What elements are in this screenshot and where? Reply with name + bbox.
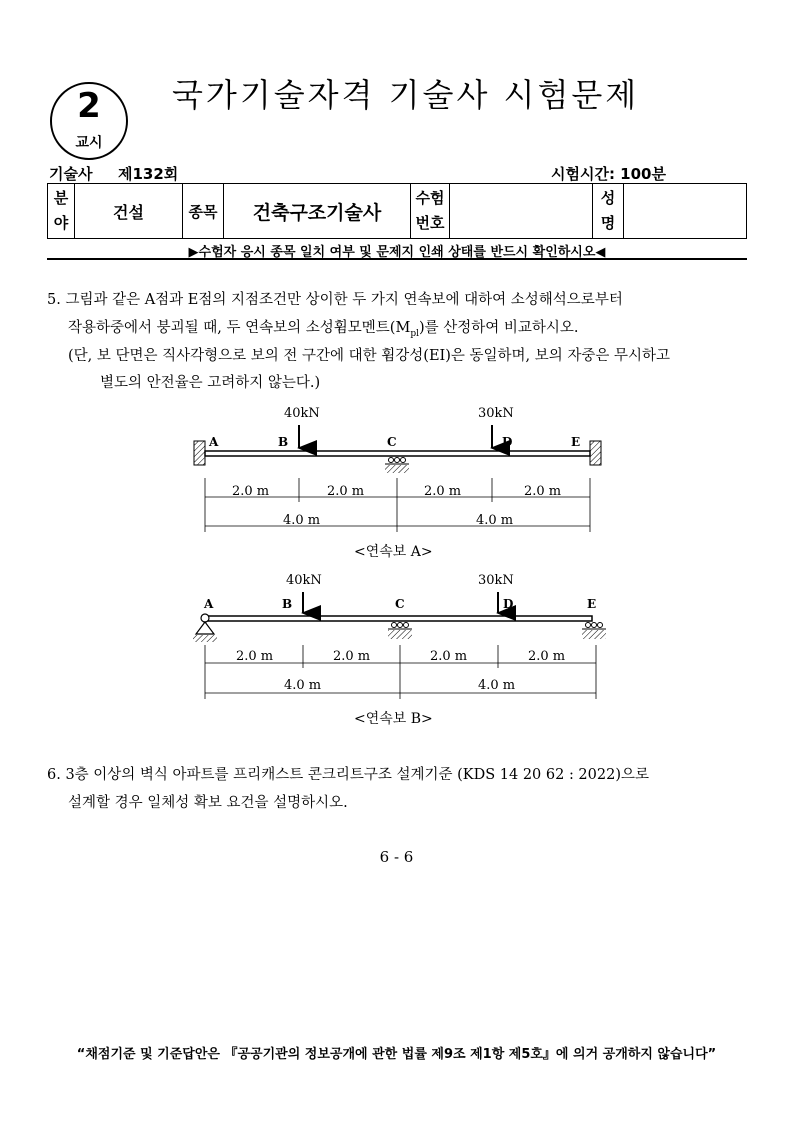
- exam-title: 국가기술자격 기술사 시험문제: [172, 76, 640, 114]
- notice-text: ▶수험자 응시 종목 일치 여부 및 문제지 인쇄 상태를 반드시 확인하시오◀: [188, 245, 606, 260]
- beam-b-roller-support-c: [388, 623, 412, 640]
- beam-a-half-1: 4.0 m: [283, 513, 321, 528]
- beam-a-half-2: 4.0 m: [476, 513, 514, 528]
- beam-a-span-1: 2.0 m: [232, 484, 270, 499]
- beam-a-point-d: D: [502, 435, 513, 449]
- exam-category: 기술사: [49, 165, 93, 183]
- beam-b-caption: <연속보 B>: [354, 711, 433, 727]
- name-label-bottom: 명: [600, 214, 616, 232]
- beam-b-point-d: D: [503, 597, 514, 611]
- beam-a-point-e: E: [571, 435, 581, 449]
- exam-number-label-bottom: 번호: [415, 214, 445, 232]
- beam-a-roller-support-c: [385, 458, 409, 474]
- beam-b-span-1: 2.0 m: [236, 649, 274, 664]
- page-number: 6 - 6: [379, 848, 414, 866]
- exam-time: 시험시간: 100분: [551, 165, 666, 183]
- beam-b-point-a: A: [204, 597, 214, 611]
- beam-a-fixed-support-a: [194, 441, 205, 465]
- beam-a-diagram: [194, 406, 601, 560]
- beam-a-load-d-label: 30kN: [478, 406, 514, 421]
- item-value: 건축구조기술사: [224, 184, 411, 239]
- beam-b-member: [205, 616, 592, 621]
- beam-a-point-c: C: [387, 435, 397, 449]
- beam-a-span-2: 2.0 m: [327, 484, 365, 499]
- beam-b-load-b-label: 40kN: [286, 573, 322, 588]
- session-label: 교시: [75, 135, 103, 151]
- exam-number-label-top: 수험: [415, 189, 445, 207]
- beam-a-member: [205, 451, 590, 456]
- beam-a-fixed-support-e: [590, 441, 601, 465]
- beam-a-load-b-label: 40kN: [284, 406, 320, 421]
- name-label-top: 성: [600, 189, 616, 207]
- beam-a-span-3: 2.0 m: [424, 484, 462, 499]
- footer-notice: “채점기준 및 기준답안은 『공공기관의 정보공개에 관한 법률 제9조 제1항 제5호』에 의거 공개하지 않습니다”: [76, 1047, 717, 1062]
- beam-b-diagram: [193, 573, 606, 727]
- question5-line2-pre: 작용하중에서 붕괴될 때, 두 연속보의 소성휨모멘트(M: [68, 320, 411, 336]
- beam-b-span-2: 2.0 m: [333, 649, 371, 664]
- beam-b-half-2: 4.0 m: [478, 678, 516, 693]
- exam-round: 제132회: [118, 165, 179, 183]
- question5-line2-sub: pl: [410, 328, 419, 339]
- beam-b-roller-support-e: [582, 623, 606, 640]
- field-label-top: 분: [53, 189, 69, 207]
- beam-a-caption: <연속보 A>: [354, 544, 433, 560]
- question5-line2-post: )를 산정하여 비교하시오.: [418, 320, 579, 336]
- question5-line4: 별도의 안전율은 고려하지 않는다.): [100, 375, 321, 391]
- field-value: 건설: [75, 184, 183, 239]
- question5-line3: (단, 보 단면은 직사각형으로 보의 전 구간에 대한 휨강성(EI)은 동일하며, 보의 자중은 무시하고: [68, 348, 671, 364]
- item-label: 종목: [183, 184, 224, 239]
- beam-a-span-4: 2.0 m: [524, 484, 562, 499]
- session-number: 2: [77, 86, 101, 126]
- beam-b-point-b: B: [282, 597, 293, 611]
- beam-b-span-3: 2.0 m: [430, 649, 468, 664]
- beam-b-point-c: C: [395, 597, 405, 611]
- beam-b-span-4: 2.0 m: [528, 649, 566, 664]
- beam-a-point-a: A: [209, 435, 219, 449]
- beam-b-half-1: 4.0 m: [284, 678, 322, 693]
- question5-line1: 5. 그림과 같은 A점과 E점의 지점조건만 상이한 두 가지 연속보에 대하여 소성해석으로부터: [47, 292, 623, 308]
- question6-line2: 설계할 경우 일체성 확보 요건을 설명하시오.: [68, 795, 348, 811]
- question6-line1: 6. 3층 이상의 벽식 아파트를 프리캐스트 콘크리트구조 설계기준 (KDS 14 20 62 : 2022)으로: [47, 767, 650, 783]
- beam-b-point-e: E: [587, 597, 597, 611]
- beam-a-point-b: B: [278, 435, 289, 449]
- field-label-bottom: 야: [53, 214, 69, 232]
- beam-b-load-d-label: 30kN: [478, 573, 514, 588]
